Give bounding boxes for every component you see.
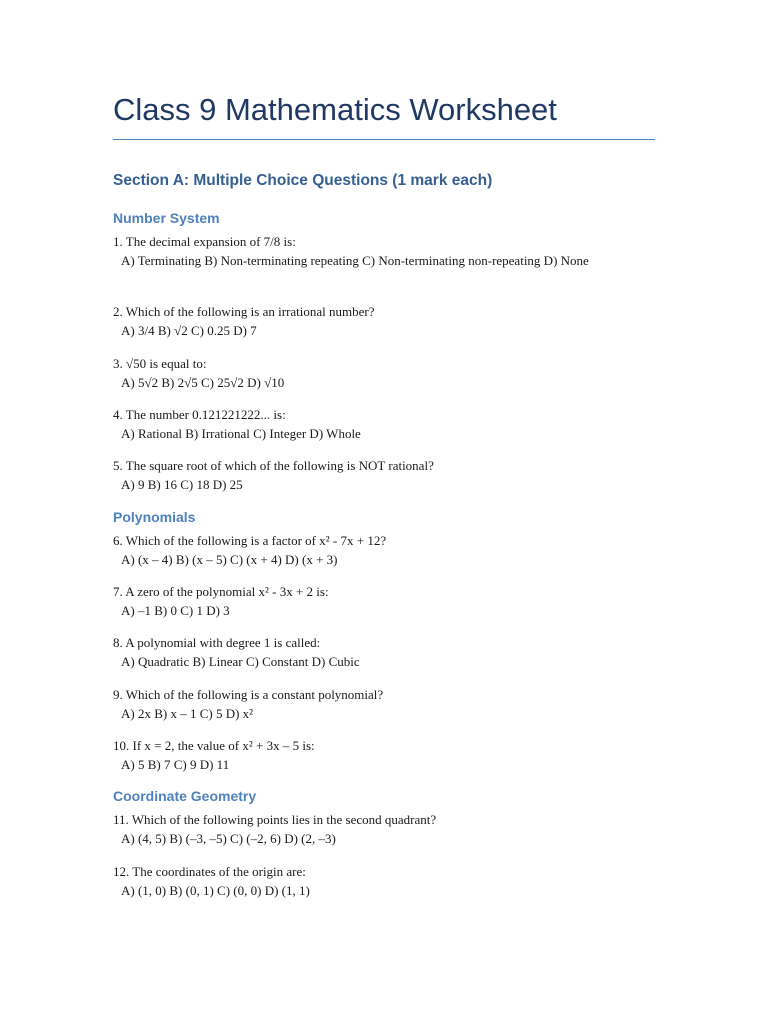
question-stem: 1. The decimal expansion of 7/8 is: [113, 234, 296, 249]
question-9 [113, 685, 643, 723]
question-5 [113, 456, 643, 494]
question-stem: 6. Which of the following is a factor of x² - 7x + 12? [113, 533, 387, 548]
question-options: A) (1, 0) B) (0, 1) C) (0, 0) D) (1, 1) [121, 883, 310, 898]
question-options: A) –1 B) 0 C) 1 D) 3 [121, 603, 230, 618]
question-stem: 10. If x = 2, the value of x² + 3x – 5 is: [113, 738, 315, 753]
question-2 [113, 302, 643, 340]
question-options: A) Rational B) Irrational C) Integer D) Whole [121, 426, 361, 441]
question-stem: 8. A polynomial with degree 1 is called: [113, 635, 321, 650]
question-options: A) Terminating B) Non-terminating repeating C) Non-terminating non-repeating D) None [121, 253, 589, 268]
question-stem: 11. Which of the following points lies in the second quadrant? [113, 812, 437, 827]
page-title: Class 9 Mathematics Worksheet [113, 92, 557, 127]
subheading-polynomials: Polynomials [113, 509, 196, 525]
question-options: A) 3/4 B) √2 C) 0.25 D) 7 [121, 323, 257, 338]
question-8 [113, 633, 643, 671]
question-stem: 3. √50 is equal to: [113, 356, 207, 371]
question-options: A) 5√2 B) 2√5 C) 25√2 D) √10 [121, 375, 285, 390]
question-stem: 12. The coordinates of the origin are: [113, 864, 306, 879]
question-options: A) 5 B) 7 C) 9 D) 11 [121, 757, 230, 772]
subheading-coordinate-geometry: Coordinate Geometry [113, 788, 257, 804]
question-options: A) 2x B) x – 1 C) 5 D) x² [121, 706, 254, 721]
question-4 [113, 405, 643, 443]
question-stem: 4. The number 0.121221222... is: [113, 407, 286, 422]
question-stem: 9. Which of the following is a constant polynomial? [113, 687, 384, 702]
question-options: A) Quadratic B) Linear C) Constant D) Cubic [121, 654, 360, 669]
question-1 [113, 232, 643, 270]
question-6 [113, 531, 643, 569]
question-12 [113, 862, 643, 900]
question-stem: 2. Which of the following is an irrational number? [113, 304, 375, 319]
question-7 [113, 582, 643, 620]
question-11 [113, 810, 643, 848]
question-options: A) 9 B) 16 C) 18 D) 25 [121, 477, 243, 492]
subheading-number-system: Number System [113, 210, 220, 226]
question-3 [113, 354, 643, 392]
question-options: A) (4, 5) B) (–3, –5) C) (–2, 6) D) (2, –3) [121, 831, 336, 846]
question-10 [113, 736, 643, 774]
question-options: A) (x – 4) B) (x – 5) C) (x + 4) D) (x + 3) [121, 552, 338, 567]
question-stem: 5. The square root of which of the following is NOT rational? [113, 458, 434, 473]
question-stem: 7. A zero of the polynomial x² - 3x + 2 is: [113, 584, 329, 599]
section-a-heading: Section A: Multiple Choice Questions (1 mark each) [113, 172, 493, 189]
title-underline [113, 139, 655, 140]
